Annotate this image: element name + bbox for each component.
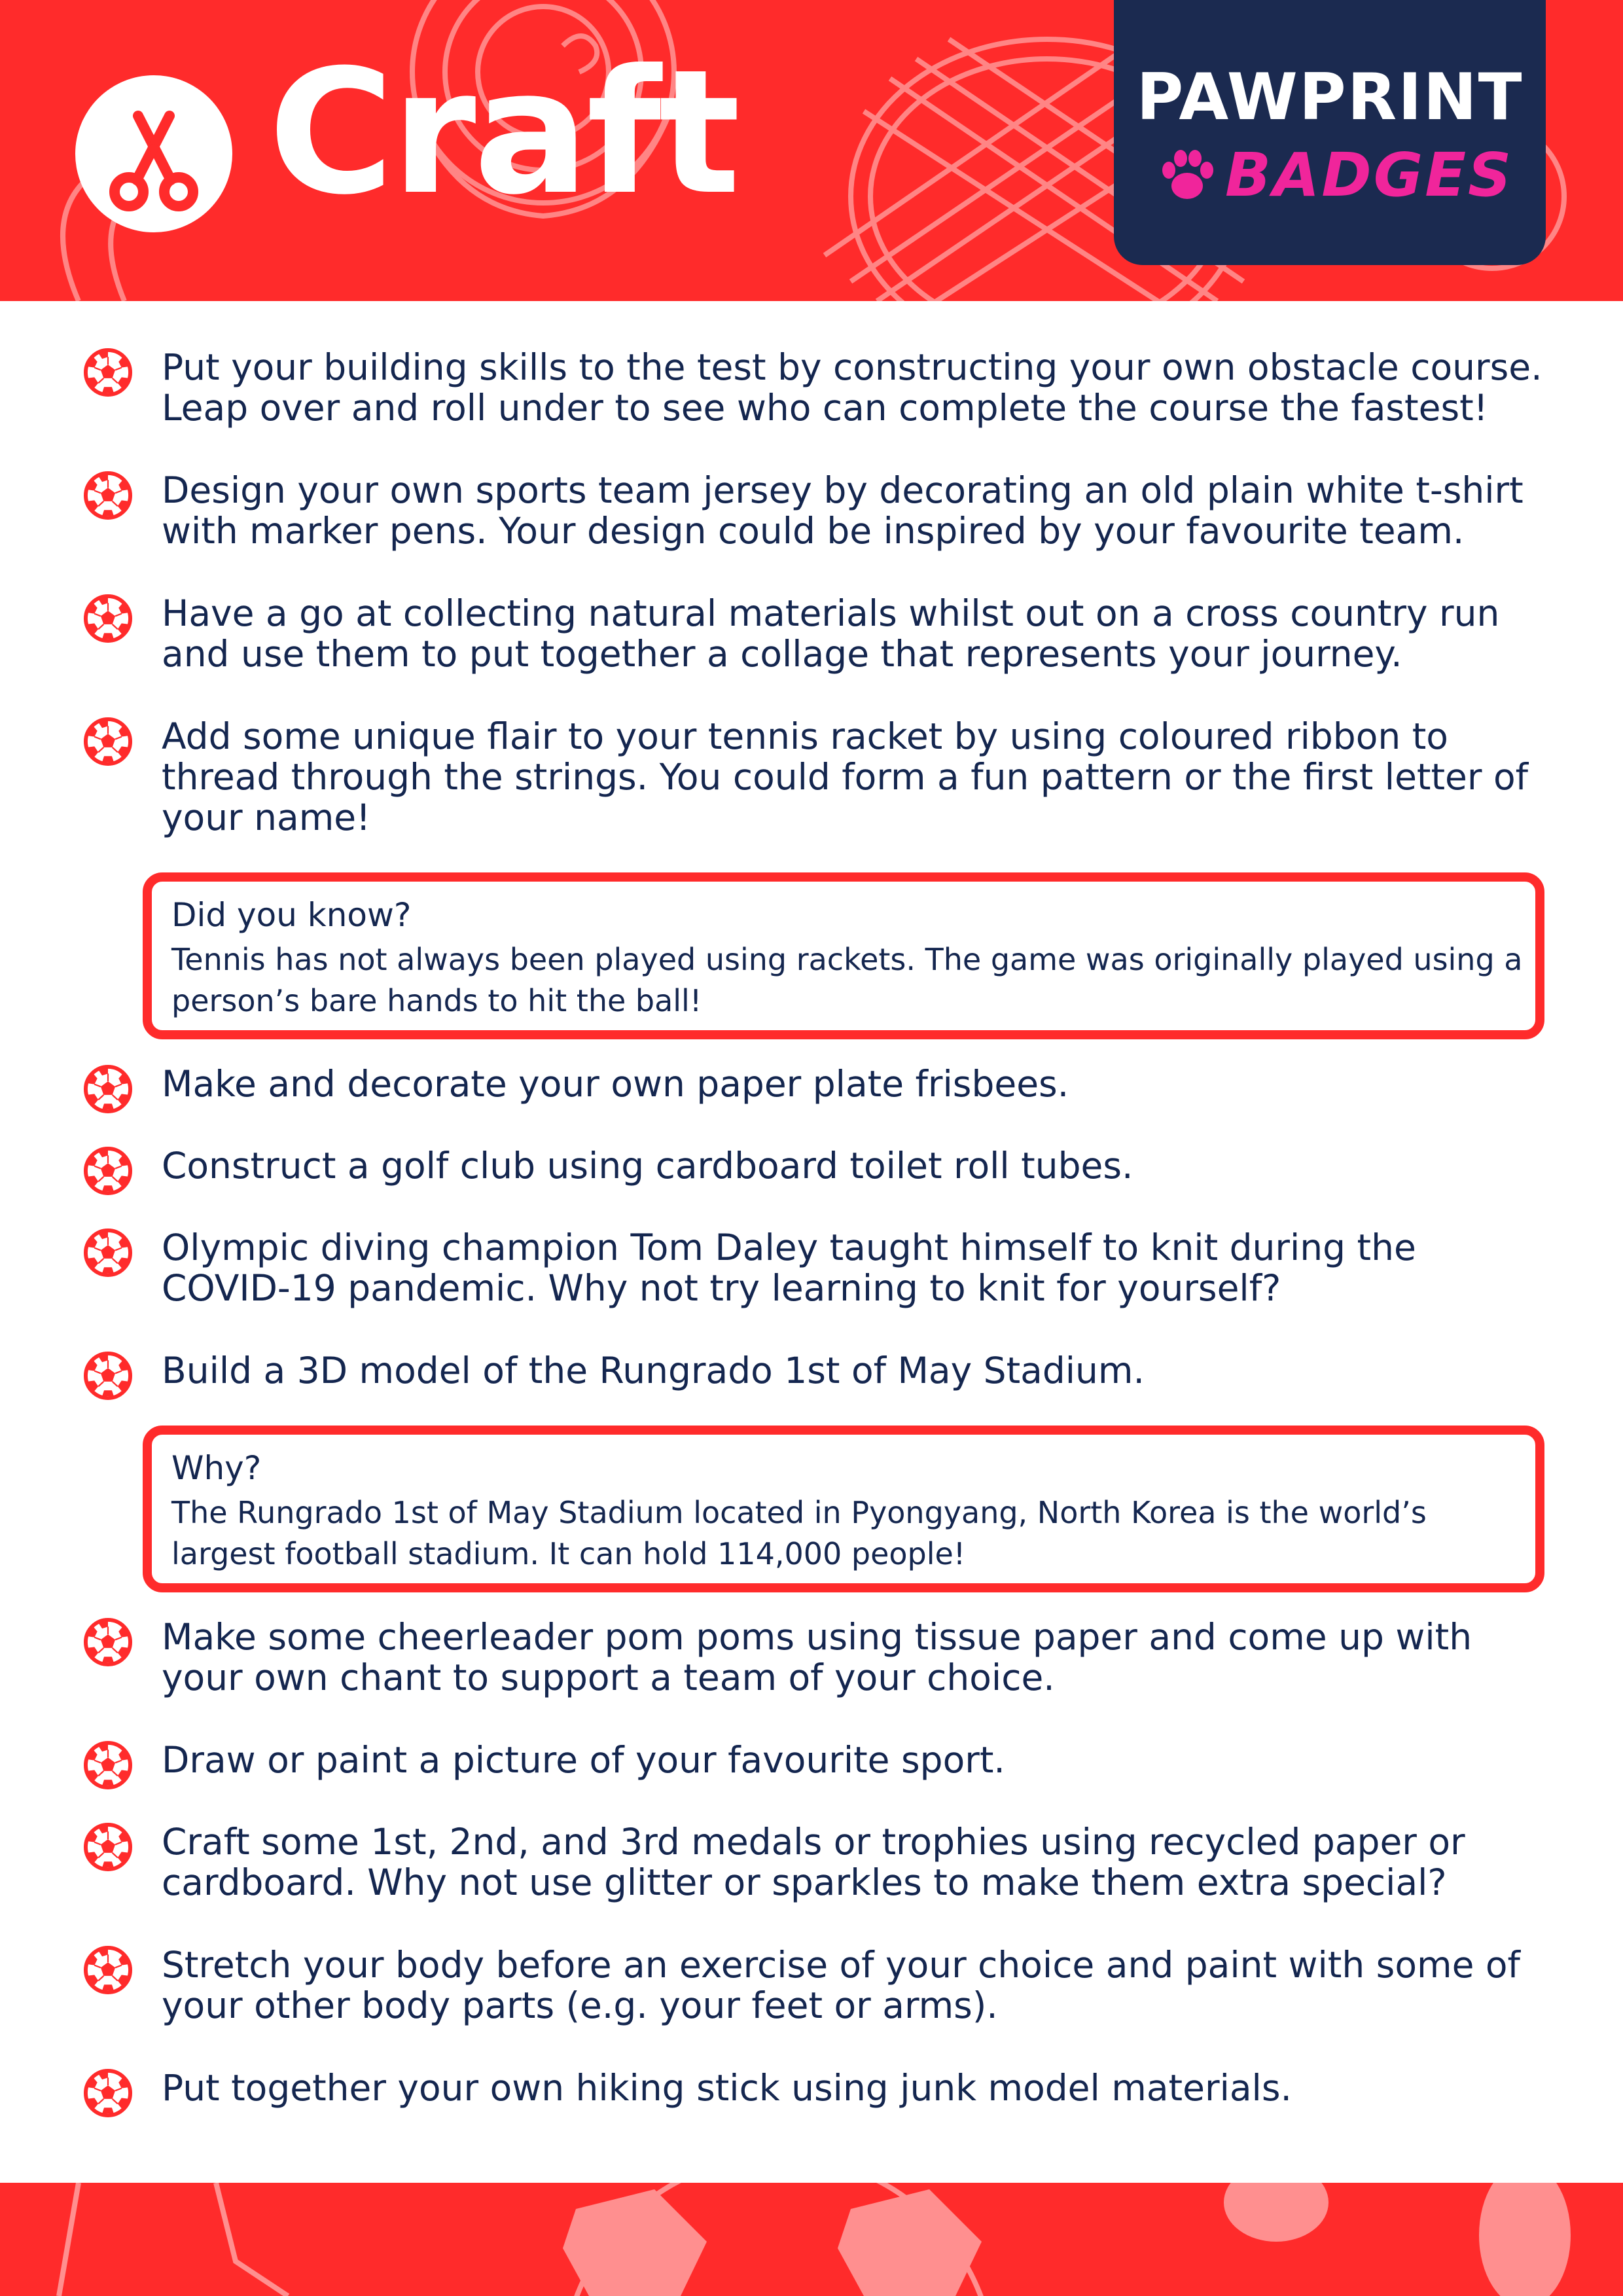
- callout-body: Tennis has not always been played using rackets. The game was originally played using a person’s bare hands to hit the ball!: [171, 942, 1523, 1018]
- list-item-text: Stretch your body before an exercise of your choice and paint with some of your other body parts (e.g. your feet or arms).: [162, 1944, 1520, 2026]
- footer-decoration: [0, 2183, 1623, 2296]
- header-banner: [0, 0, 1623, 301]
- list-item-text: Put together your own hiking stick using junk model materials.: [162, 2067, 1292, 2109]
- football-icon: [84, 1823, 132, 1871]
- football-icon: [84, 1946, 132, 1994]
- footer-banner: [0, 2183, 1623, 2296]
- list-item-text: Make some cheerleader pom poms using tissue paper and come up with your own chant to support a team of your choice.: [162, 1616, 1472, 1698]
- why-callout: [143, 1426, 1544, 1592]
- football-icon: [84, 594, 132, 643]
- callout-title: Why?: [171, 1449, 262, 1487]
- football-icon: [84, 1352, 132, 1400]
- page-title: Craft: [268, 33, 738, 232]
- list-item-text: Build a 3D model of the Rungrado 1st of May Stadium.: [162, 1350, 1145, 1391]
- logo-wordmark-bottom: BADGES: [1225, 140, 1514, 210]
- list-item-text: Draw or paint a picture of your favourite sport.: [162, 1739, 1005, 1781]
- callout-body: The Rungrado 1st of May Stadium located in Pyongyang, North Korea is the world’s largest football stadium. It can hold 114,000 people!: [171, 1495, 1427, 1571]
- list-item-text: Olympic diving champion Tom Daley taught himself to knit during the COVID-19 pandemic. Why not try learning to knit for yourself?: [162, 1227, 1416, 1309]
- paw-icon: [1154, 143, 1220, 208]
- list-item-text: Have a go at collecting natural materials whilst out on a cross country run and use them to put together a collage that represents your journey.: [162, 592, 1500, 675]
- scissors-icon: [75, 75, 232, 232]
- callout-title: Did you know?: [171, 896, 412, 934]
- football-icon: [84, 1147, 132, 1195]
- did-you-know-callout: [143, 872, 1544, 1039]
- football-icon: [84, 348, 132, 397]
- logo-wordmark-top: PAWPRINT: [1136, 60, 1524, 135]
- football-icon: [84, 1741, 132, 1789]
- list-item-text: Add some unique flair to your tennis racket by using coloured ribbon to thread through the strings. You could form a fun pattern or the first letter of your name!: [162, 715, 1528, 838]
- football-icon: [84, 471, 132, 520]
- football-icon: [84, 717, 132, 766]
- list-item-text: Make and decorate your own paper plate frisbees.: [162, 1063, 1069, 1105]
- list-item-text: Put your building skills to the test by constructing your own obstacle course. Leap over and roll under to see who can complete the course the fastest!: [162, 346, 1543, 429]
- list-item-text: Design your own sports team jersey by decorating an old plain white t-shirt with marker pens. Your design could be inspired by your favourite team.: [162, 469, 1524, 552]
- football-icon: [84, 2069, 132, 2117]
- football-icon: [84, 1229, 132, 1277]
- pawprint-badges-logo: [1114, 0, 1546, 265]
- football-icon: [84, 1065, 132, 1113]
- football-icon: [84, 1618, 132, 1666]
- list-item-text: Craft some 1st, 2nd, and 3rd medals or trophies using recycled paper or cardboard. Why not use glitter or sparkles to make them extra special?: [162, 1821, 1465, 1903]
- list-item-text: Construct a golf club using cardboard toilet roll tubes.: [162, 1145, 1133, 1187]
